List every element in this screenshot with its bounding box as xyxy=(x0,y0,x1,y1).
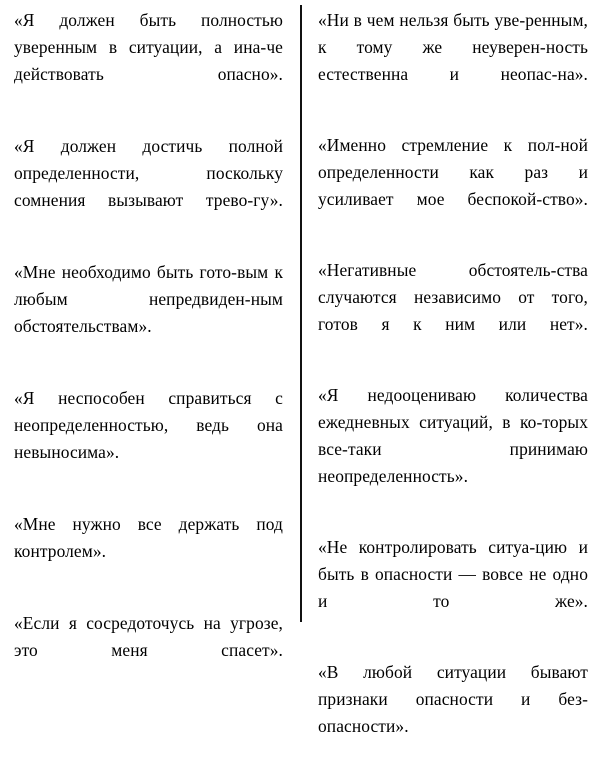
table-row: «Я неспособен справиться с неопределенностью, ведь она невыносима». xyxy=(14,388,283,462)
table-row: «Я должен быть полностью уверенным в ситуации, а ина-че действовать опасно». xyxy=(14,10,283,84)
table-row: «Не контролировать ситуа-цию и быть в опасности — вовсе не одно и то же». xyxy=(318,537,588,611)
table-row: «Я недооцениваю количества ежедневных ситуаций, в ко-торых все-таки принимаю неопределенность». xyxy=(318,385,588,486)
table-row: «Мне нужно все держать под контролем». xyxy=(14,514,283,561)
table-column-maladaptive-beliefs xyxy=(0,0,301,660)
table-row: «Я должен достичь полной определенности, поскольку сомнения вызывают трево-гу». xyxy=(14,136,283,210)
table-row: «Негативные обстоятель-ства случаются независимо от того, готов я к ним или нет». xyxy=(318,260,588,334)
table-row: «В любой ситуации бывают признаки опасности и без-опасности». xyxy=(318,662,588,736)
column-divider-rule xyxy=(300,5,302,622)
table-row: «Если я сосредоточусь на угрозе, это меня спасет». xyxy=(14,613,283,660)
table-row: «Ни в чем нельзя быть уве-ренным, к тому же неуверен-ность естественна и неопас-на». xyxy=(318,10,588,84)
table-row: «Именно стремление к пол-ной определенности как раз и усиливает мое беспокой-ство». xyxy=(318,135,588,209)
table-row: «Мне необходимо быть гото-вым к любым непредвиден-ным обстоятельствам». xyxy=(14,262,283,336)
table-column-adaptive-reframes xyxy=(301,0,602,736)
